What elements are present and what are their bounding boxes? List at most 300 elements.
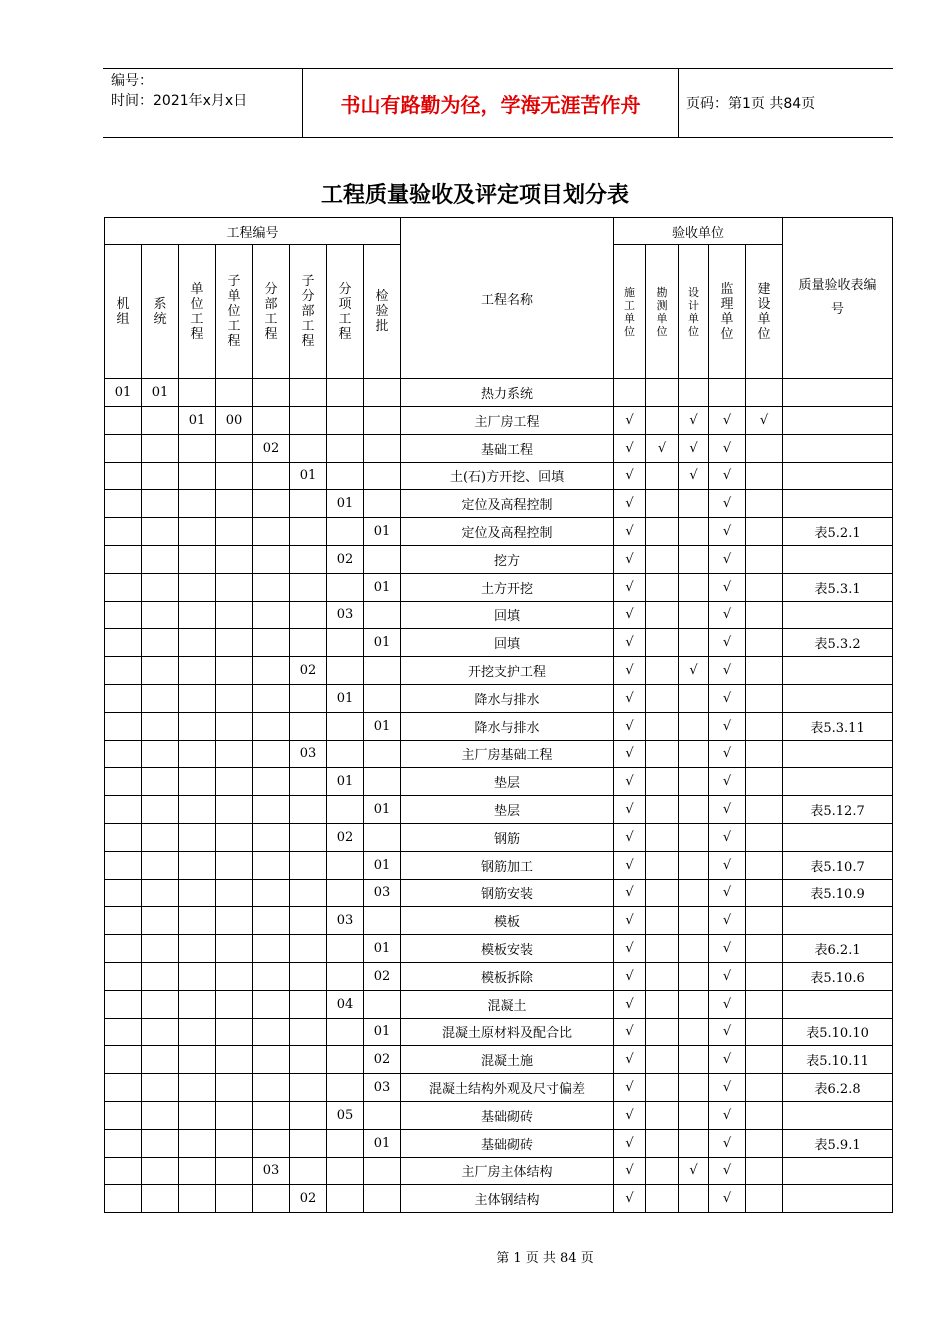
cell-d: √ xyxy=(709,935,746,963)
cell-c4 xyxy=(216,1129,253,1157)
cell-c xyxy=(679,851,709,879)
cell-e xyxy=(746,490,783,518)
cell-c4 xyxy=(216,990,253,1018)
cell-c1 xyxy=(105,601,142,629)
header-fxgc xyxy=(327,245,364,379)
table-row xyxy=(105,379,893,407)
cell-form: 表6.2.1 xyxy=(783,935,893,963)
cell-b xyxy=(646,1046,679,1074)
cell-form: 表5.10.10 xyxy=(783,1018,893,1046)
table-row xyxy=(105,740,893,768)
header-js-label: 建设单位 xyxy=(757,281,771,342)
cell-c1 xyxy=(105,1074,142,1102)
cell-c xyxy=(679,768,709,796)
cell-e xyxy=(746,518,783,546)
cell-d: √ xyxy=(709,684,746,712)
cell-c6 xyxy=(290,601,327,629)
cell-c1 xyxy=(105,462,142,490)
cell-c4 xyxy=(216,629,253,657)
cell-c2 xyxy=(142,1157,179,1185)
cell-c3 xyxy=(179,601,216,629)
cell-c2 xyxy=(142,545,179,573)
header-fxgc-label: 分项工程 xyxy=(338,281,352,342)
cell-c7 xyxy=(327,518,364,546)
cell-a: √ xyxy=(614,935,646,963)
cell-e xyxy=(746,573,783,601)
cell-name: 混凝土结构外观及尺寸偏差 xyxy=(401,1074,614,1102)
cell-c3 xyxy=(179,657,216,685)
header-jl-label: 监理单位 xyxy=(720,281,734,342)
header-system xyxy=(142,245,179,379)
cell-c4 xyxy=(216,379,253,407)
cell-c xyxy=(679,1129,709,1157)
cell-b xyxy=(646,851,679,879)
cell-e xyxy=(746,796,783,824)
cell-a: √ xyxy=(614,601,646,629)
cell-c7 xyxy=(327,434,364,462)
cell-c8 xyxy=(364,990,401,1018)
cell-c5 xyxy=(253,879,290,907)
cell-d: √ xyxy=(709,851,746,879)
cell-c1 xyxy=(105,518,142,546)
cell-c6 xyxy=(290,1129,327,1157)
cell-b xyxy=(646,629,679,657)
cell-c6 xyxy=(290,407,327,435)
cell-c6 xyxy=(290,823,327,851)
cell-c5 xyxy=(253,573,290,601)
header-zfbgc xyxy=(290,245,327,379)
document-title: 工程质量验收及评定项目划分表 xyxy=(320,183,629,208)
cell-c6 xyxy=(290,629,327,657)
cell-form: 表5.12.7 xyxy=(783,796,893,824)
cell-c7: 01 xyxy=(327,490,364,518)
cell-name: 热力系统 xyxy=(401,379,614,407)
cell-c xyxy=(679,1101,709,1129)
cell-b xyxy=(646,1018,679,1046)
cell-form xyxy=(783,601,893,629)
cell-d: √ xyxy=(709,1074,746,1102)
cell-form xyxy=(783,379,893,407)
cell-e xyxy=(746,935,783,963)
cell-a: √ xyxy=(614,573,646,601)
cell-e xyxy=(746,879,783,907)
cell-c3 xyxy=(179,879,216,907)
cell-c4 xyxy=(216,1185,253,1213)
cell-name: 钢筋安装 xyxy=(401,879,614,907)
cell-e xyxy=(746,907,783,935)
cell-name: 回填 xyxy=(401,629,614,657)
cell-c1 xyxy=(105,740,142,768)
cell-c7 xyxy=(327,573,364,601)
cell-name: 混凝土 xyxy=(401,990,614,1018)
cell-c5 xyxy=(253,1018,290,1046)
cell-c7 xyxy=(327,740,364,768)
cell-c4 xyxy=(216,684,253,712)
cell-c7 xyxy=(327,879,364,907)
cell-form: 表5.10.11 xyxy=(783,1046,893,1074)
cell-c5 xyxy=(253,407,290,435)
cell-e xyxy=(746,962,783,990)
cell-c8 xyxy=(364,545,401,573)
cell-c2 xyxy=(142,879,179,907)
cell-c6 xyxy=(290,796,327,824)
cell-c5 xyxy=(253,545,290,573)
cell-form: 表5.3.11 xyxy=(783,712,893,740)
cell-a: √ xyxy=(614,545,646,573)
cell-c4 xyxy=(216,712,253,740)
cell-c6: 02 xyxy=(290,657,327,685)
cell-e xyxy=(746,1046,783,1074)
table-row xyxy=(105,462,893,490)
cell-c4 xyxy=(216,796,253,824)
cell-a xyxy=(614,379,646,407)
cell-c6 xyxy=(290,518,327,546)
cell-c5 xyxy=(253,629,290,657)
table-row xyxy=(105,601,893,629)
cell-b xyxy=(646,407,679,435)
cell-name: 模板 xyxy=(401,907,614,935)
header-form-label: 质量验收表编号 xyxy=(798,278,877,317)
cell-c5 xyxy=(253,1129,290,1157)
table-row xyxy=(105,1129,893,1157)
cell-c7: 03 xyxy=(327,601,364,629)
page-footer: 第 1 页 共 84 页 xyxy=(496,1251,594,1266)
cell-c3 xyxy=(179,518,216,546)
cell-d: √ xyxy=(709,712,746,740)
cell-c1 xyxy=(105,684,142,712)
cell-c7 xyxy=(327,407,364,435)
cell-a: √ xyxy=(614,823,646,851)
cell-c: √ xyxy=(679,407,709,435)
cell-c5 xyxy=(253,601,290,629)
cell-c8: 01 xyxy=(364,1129,401,1157)
cell-form xyxy=(783,768,893,796)
cell-a: √ xyxy=(614,879,646,907)
cell-c3 xyxy=(179,962,216,990)
cell-c: √ xyxy=(679,1157,709,1185)
cell-a: √ xyxy=(614,518,646,546)
cell-name: 挖方 xyxy=(401,545,614,573)
cell-c7 xyxy=(327,962,364,990)
cell-c2 xyxy=(142,573,179,601)
cell-c5 xyxy=(253,823,290,851)
cell-e xyxy=(746,851,783,879)
cell-e xyxy=(746,545,783,573)
cell-c3 xyxy=(179,1046,216,1074)
header-zdwgc-label: 子单位工程 xyxy=(227,274,241,349)
table-row xyxy=(105,573,893,601)
cell-name: 定位及高程控制 xyxy=(401,518,614,546)
table-row xyxy=(105,1101,893,1129)
cell-c1 xyxy=(105,823,142,851)
cell-c2 xyxy=(142,712,179,740)
table-row xyxy=(105,434,893,462)
header-kc xyxy=(646,245,679,379)
cell-c6 xyxy=(290,990,327,1018)
cell-c3 xyxy=(179,490,216,518)
cell-b xyxy=(646,1185,679,1213)
cell-c4 xyxy=(216,518,253,546)
cell-b xyxy=(646,684,679,712)
cell-e xyxy=(746,1129,783,1157)
cell-c3 xyxy=(179,379,216,407)
cell-c6 xyxy=(290,490,327,518)
cell-c5 xyxy=(253,1046,290,1074)
cell-d: √ xyxy=(709,740,746,768)
cell-c6 xyxy=(290,879,327,907)
table-row xyxy=(105,518,893,546)
cell-c6 xyxy=(290,851,327,879)
cell-c xyxy=(679,990,709,1018)
cell-d: √ xyxy=(709,1046,746,1074)
cell-form xyxy=(783,657,893,685)
cell-c6 xyxy=(290,907,327,935)
cell-name: 钢筋加工 xyxy=(401,851,614,879)
cell-form: 表5.10.7 xyxy=(783,851,893,879)
cell-a: √ xyxy=(614,1129,646,1157)
cell-d: √ xyxy=(709,545,746,573)
table-row xyxy=(105,712,893,740)
cell-c8 xyxy=(364,407,401,435)
cell-a: √ xyxy=(614,907,646,935)
cell-c8 xyxy=(364,684,401,712)
cell-c2 xyxy=(142,907,179,935)
cell-c8 xyxy=(364,1157,401,1185)
cell-b xyxy=(646,601,679,629)
cell-c4 xyxy=(216,601,253,629)
cell-name: 回填 xyxy=(401,601,614,629)
cell-e xyxy=(746,1157,783,1185)
cell-c1 xyxy=(105,1101,142,1129)
cell-c5 xyxy=(253,990,290,1018)
cell-c3 xyxy=(179,462,216,490)
cell-c8: 01 xyxy=(364,518,401,546)
cell-a: √ xyxy=(614,490,646,518)
cell-b xyxy=(646,962,679,990)
cell-b xyxy=(646,490,679,518)
cell-d: √ xyxy=(709,573,746,601)
cell-a: √ xyxy=(614,684,646,712)
cell-form xyxy=(783,434,893,462)
cell-name: 模板拆除 xyxy=(401,962,614,990)
cell-c xyxy=(679,796,709,824)
cell-c2 xyxy=(142,990,179,1018)
cell-c3 xyxy=(179,573,216,601)
table-row xyxy=(105,796,893,824)
cell-e xyxy=(746,629,783,657)
cell-c1: 01 xyxy=(105,379,142,407)
cell-e xyxy=(746,601,783,629)
cell-c8 xyxy=(364,1101,401,1129)
cell-c3 xyxy=(179,990,216,1018)
cell-c1 xyxy=(105,1129,142,1157)
cell-c xyxy=(679,1185,709,1213)
cell-name: 降水与排水 xyxy=(401,712,614,740)
header-kc-label: 勘测单位 xyxy=(656,285,668,338)
cell-a: √ xyxy=(614,629,646,657)
number-label: 编号： xyxy=(111,73,153,89)
cell-c8 xyxy=(364,490,401,518)
cell-name: 降水与排水 xyxy=(401,684,614,712)
cell-name: 基础砌砖 xyxy=(401,1129,614,1157)
cell-name: 定位及高程控制 xyxy=(401,490,614,518)
cell-c3 xyxy=(179,629,216,657)
cell-d: √ xyxy=(709,601,746,629)
cell-c2 xyxy=(142,1101,179,1129)
cell-c4 xyxy=(216,907,253,935)
cell-c xyxy=(679,907,709,935)
cell-c8: 01 xyxy=(364,629,401,657)
table-row xyxy=(105,990,893,1018)
group-header-code: 工程编号 xyxy=(105,218,401,245)
cell-e xyxy=(746,1018,783,1046)
cell-c1 xyxy=(105,796,142,824)
cell-c4 xyxy=(216,1018,253,1046)
cell-c4 xyxy=(216,462,253,490)
cell-c8 xyxy=(364,823,401,851)
cell-c7: 04 xyxy=(327,990,364,1018)
cell-form xyxy=(783,990,893,1018)
cell-c2 xyxy=(142,434,179,462)
cell-c8: 01 xyxy=(364,1018,401,1046)
cell-d: √ xyxy=(709,796,746,824)
cell-e xyxy=(746,1101,783,1129)
cell-c8 xyxy=(364,657,401,685)
cell-d: √ xyxy=(709,629,746,657)
cell-c8: 03 xyxy=(364,879,401,907)
table-row xyxy=(105,962,893,990)
cell-b xyxy=(646,379,679,407)
table-row xyxy=(105,879,893,907)
cell-c3 xyxy=(179,1101,216,1129)
cell-name: 主厂房主体结构 xyxy=(401,1157,614,1185)
cell-c7 xyxy=(327,935,364,963)
cell-e xyxy=(746,1074,783,1102)
table-row xyxy=(105,545,893,573)
cell-c xyxy=(679,740,709,768)
cell-c7 xyxy=(327,629,364,657)
cell-c7 xyxy=(327,1185,364,1213)
cell-c2 xyxy=(142,935,179,963)
table-row xyxy=(105,1185,893,1213)
cell-c xyxy=(679,545,709,573)
cell-c2 xyxy=(142,851,179,879)
cell-c1 xyxy=(105,629,142,657)
cell-b xyxy=(646,768,679,796)
cell-c5 xyxy=(253,684,290,712)
cell-d: √ xyxy=(709,907,746,935)
cell-b xyxy=(646,712,679,740)
cell-form: 表6.2.8 xyxy=(783,1074,893,1102)
cell-form xyxy=(783,740,893,768)
group-header-accept: 验收单位 xyxy=(614,218,783,245)
cell-c8: 01 xyxy=(364,573,401,601)
cell-c1 xyxy=(105,657,142,685)
cell-c2 xyxy=(142,518,179,546)
cell-c8: 02 xyxy=(364,1046,401,1074)
cell-e xyxy=(746,462,783,490)
cell-b xyxy=(646,1129,679,1157)
cell-c3: 01 xyxy=(179,407,216,435)
cell-c xyxy=(679,629,709,657)
cell-c7: 01 xyxy=(327,684,364,712)
cell-c1 xyxy=(105,1185,142,1213)
cell-d: √ xyxy=(709,1157,746,1185)
cell-c xyxy=(679,379,709,407)
cell-c7: 01 xyxy=(327,768,364,796)
cell-c5 xyxy=(253,907,290,935)
header-zfbgc-label: 子分部工程 xyxy=(301,274,315,349)
cell-d: √ xyxy=(709,1129,746,1157)
cell-c xyxy=(679,823,709,851)
cell-c xyxy=(679,573,709,601)
cell-c6 xyxy=(290,1101,327,1129)
cell-c4: 00 xyxy=(216,407,253,435)
cell-c2 xyxy=(142,629,179,657)
cell-c4 xyxy=(216,573,253,601)
cell-c6 xyxy=(290,1157,327,1185)
cell-b xyxy=(646,657,679,685)
cell-b xyxy=(646,518,679,546)
table-row xyxy=(105,1157,893,1185)
header-jl xyxy=(709,245,746,379)
cell-c8: 01 xyxy=(364,851,401,879)
cell-c6 xyxy=(290,1018,327,1046)
cell-c xyxy=(679,1018,709,1046)
cell-e xyxy=(746,379,783,407)
cell-a: √ xyxy=(614,796,646,824)
header-jyp xyxy=(364,245,401,379)
cell-d: √ xyxy=(709,462,746,490)
cell-name: 混凝土原材料及配合比 xyxy=(401,1018,614,1046)
cell-c8 xyxy=(364,768,401,796)
cell-b xyxy=(646,990,679,1018)
cell-name: 垫层 xyxy=(401,768,614,796)
cell-c xyxy=(679,962,709,990)
cell-c8 xyxy=(364,462,401,490)
cell-form xyxy=(783,907,893,935)
cell-c7 xyxy=(327,379,364,407)
cell-c1 xyxy=(105,712,142,740)
cell-d: √ xyxy=(709,990,746,1018)
cell-c5 xyxy=(253,1074,290,1102)
cell-c2 xyxy=(142,796,179,824)
cell-name: 土(石)方开挖、回填 xyxy=(401,462,614,490)
header-dwgc xyxy=(179,245,216,379)
cell-a: √ xyxy=(614,1074,646,1102)
header-unit-label: 机组 xyxy=(116,296,130,327)
cell-c3 xyxy=(179,1185,216,1213)
cell-c7: 03 xyxy=(327,907,364,935)
cell-c3 xyxy=(179,1129,216,1157)
cell-c5 xyxy=(253,1101,290,1129)
header-system-label: 系统 xyxy=(153,296,167,327)
cell-c5 xyxy=(253,851,290,879)
cell-c3 xyxy=(179,1018,216,1046)
cell-c xyxy=(679,490,709,518)
table-body xyxy=(105,379,893,1213)
cell-c8 xyxy=(364,434,401,462)
header-fbgc xyxy=(253,245,290,379)
cell-c2 xyxy=(142,823,179,851)
cell-c3 xyxy=(179,823,216,851)
cell-c6 xyxy=(290,684,327,712)
cell-c6 xyxy=(290,935,327,963)
cell-a: √ xyxy=(614,1046,646,1074)
cell-form xyxy=(783,823,893,851)
table-row xyxy=(105,629,893,657)
cell-b xyxy=(646,796,679,824)
